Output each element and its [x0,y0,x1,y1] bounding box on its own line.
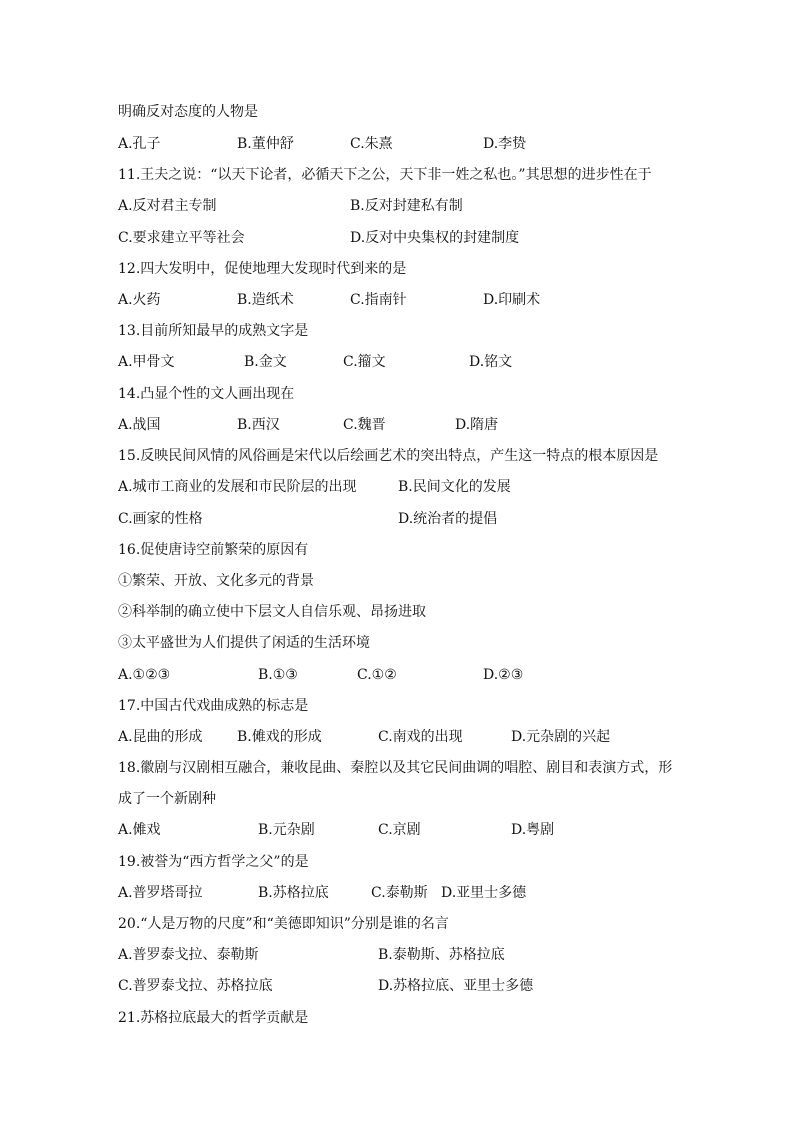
q17-option-a: A.昆曲的形成 [118,729,203,745]
q19-option-a: A.普罗塔哥拉 [118,885,203,901]
q19-option-c: C.泰勒斯 [371,885,428,901]
q17-option-b: B.傩戏的形成 [237,729,322,745]
q21-stem: 21.苏格拉底最大的哲学贡献是 [118,1010,309,1026]
q20-option-c: C.普罗泰戈拉、苏格拉底 [118,978,273,994]
q12-option-c: C.指南针 [350,292,407,308]
q19-option-b: B.苏格拉底 [258,885,329,901]
q10-option-a: A.孔子 [118,136,161,152]
q11-option-a: A.反对君主专制 [118,198,217,214]
q16-option-b: B.①③ [258,667,298,683]
q13-option-c: C.籀文 [343,354,386,370]
q12-stem: 12.四大发明中，促使地理大发现时代到来的是 [118,261,407,277]
q14-option-b: B.西汉 [237,417,280,433]
q14-stem: 14.凸显个性的文人画出现在 [118,386,295,402]
q17-option-c: C.南戏的出现 [378,729,463,745]
q19-stem: 19.被誉为“西方哲学之父”的是 [118,854,309,870]
q12-option-b: B.造纸术 [237,292,294,308]
q14-option-d: D.隋唐 [455,417,499,433]
q18-option-c: C.京剧 [378,822,421,838]
q18-option-b: B.元杂剧 [258,822,315,838]
q15-stem: 15.反映民间风情的风俗画是宋代以后绘画艺术的突出特点，产生这一特点的根本原因是 [118,448,659,464]
q16-statement-3: ③太平盛世为人们提供了闲适的生活环境 [118,635,370,651]
q13-stem: 13.目前所知最早的成熟文字是 [118,323,309,339]
q14-option-a: A.战国 [118,417,161,433]
q20-option-b: B.泰勒斯、苏格拉底 [378,947,505,963]
q17-option-d: D.元杂剧的兴起 [511,729,611,745]
q18-option-a: A.傩戏 [118,822,161,838]
q11-option-d: D.反对中央集权的封建制度 [350,230,520,246]
q14-option-c: C.魏晋 [343,417,386,433]
q10-option-b: B.董仲舒 [237,136,294,152]
q12-option-a: A.火药 [118,292,161,308]
q16-option-d: D.②③ [483,667,524,683]
q19-option-d: D.亚里士多德 [441,885,527,901]
q15-option-a: A.城市工商业的发展和市民阶层的出现 [118,479,357,495]
q15-option-c: C.画家的性格 [118,511,203,527]
q16-option-a: A.①②③ [118,667,171,683]
q11-option-b: B.反对封建私有制 [350,198,463,214]
q13-option-d: D.铭文 [469,354,513,370]
q20-option-d: D.苏格拉底、亚里士多德 [378,978,534,994]
q18-option-d: D.粤剧 [511,822,555,838]
q15-option-d: D.统治者的提倡 [398,511,498,527]
q18-stem-line-2: 成了一个新剧种 [118,791,216,807]
q12-option-d: D.印刷术 [483,292,541,308]
q17-stem: 17.中国古代戏曲成熟的标志是 [118,698,309,714]
q20-option-a: A.普罗泰戈拉、泰勒斯 [118,947,259,963]
q16-option-c: C.①② [357,667,397,683]
q10-option-d: D.李贽 [483,136,527,152]
q13-option-b: B.金文 [244,354,287,370]
q16-statement-1: ①繁荣、开放、文化多元的背景 [118,573,314,589]
q16-stem: 16.促使唐诗空前繁荣的原因有 [118,542,309,558]
q10-stem-tail: 明确反对态度的人物是 [118,104,258,120]
q13-option-a: A.甲骨文 [118,354,175,370]
q16-statement-2: ②科举制的确立使中下层文人自信乐观、昂扬进取 [118,604,426,620]
q11-stem: 11.王夫之说：“以天下论者，必循天下之公，天下非一姓之私也。”其思想的进步性在于 [118,167,652,183]
q10-option-c: C.朱熹 [350,136,393,152]
q15-option-b: B.民间文化的发展 [398,479,511,495]
q11-option-c: C.要求建立平等社会 [118,230,245,246]
q20-stem: 20.“人是万物的尺度”和“美德即知识”分别是谁的名言 [118,916,449,932]
q18-stem-line-1: 18.徽剧与汉剧相互融合，兼收昆曲、秦腔以及其它民间曲调的唱腔、剧目和表演方式，形 [118,760,673,776]
